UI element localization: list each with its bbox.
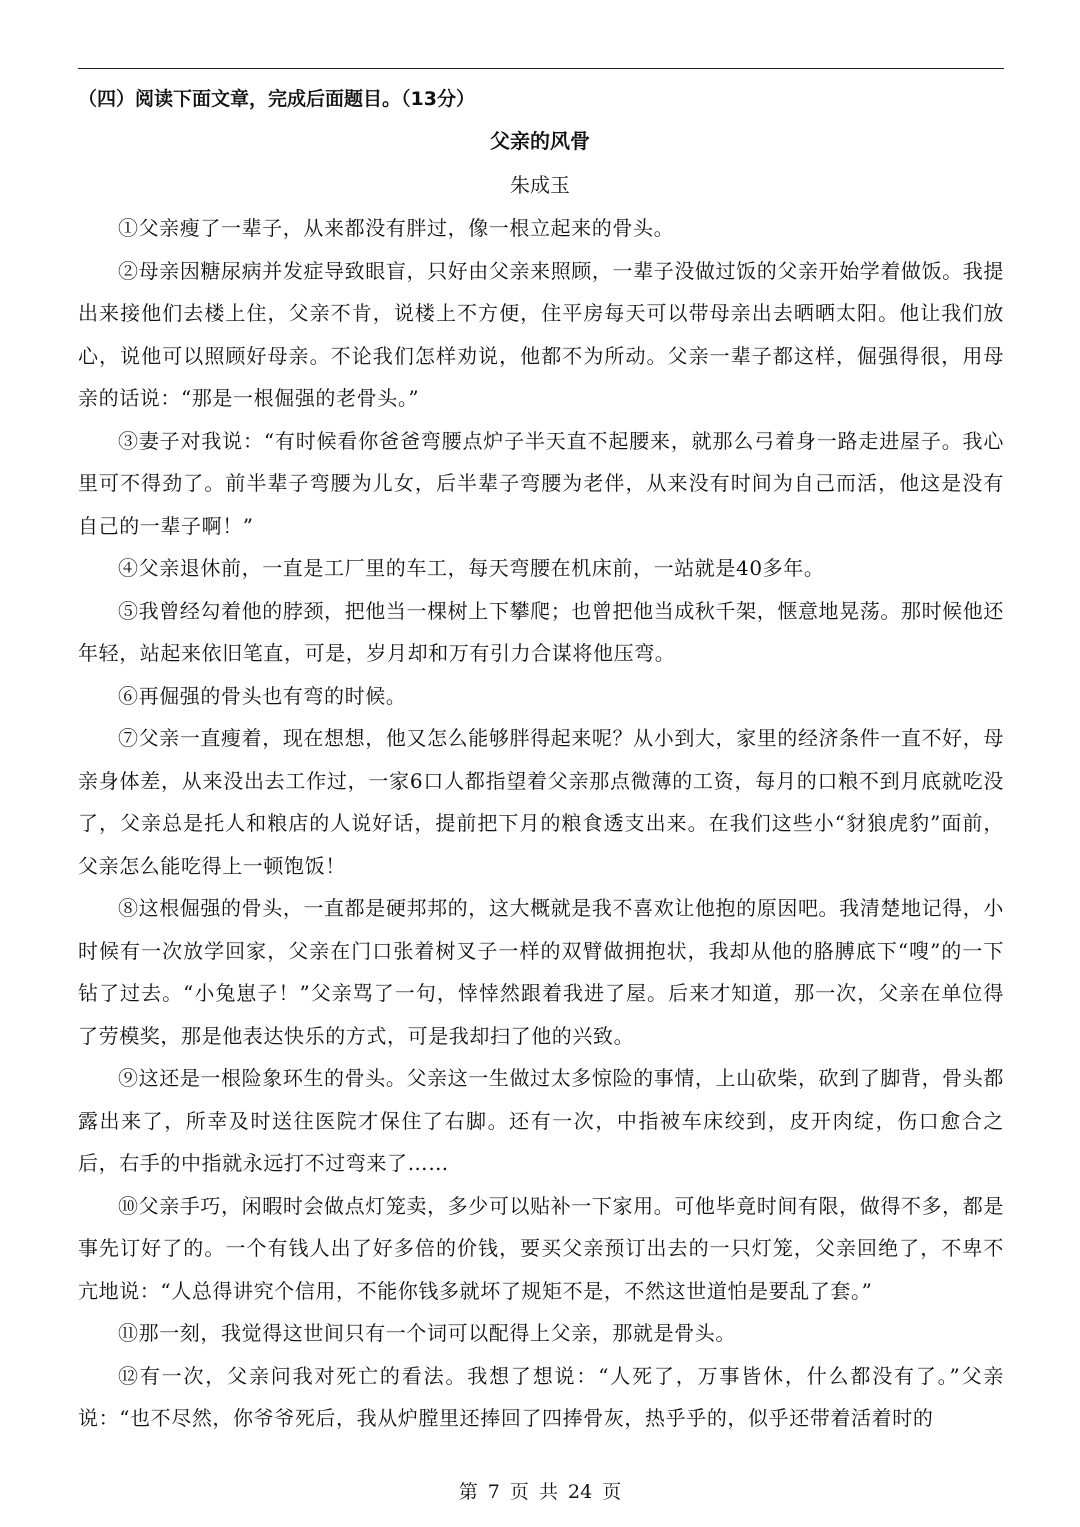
- paragraph-11: ⑪那一刻，我觉得这世间只有一个词可以配得上父亲，那就是骨头。: [118, 1321, 736, 1345]
- article-body: [78, 207, 1004, 1440]
- paragraph-12: ⑫有一次，父亲问我对死亡的看法。我想了想说：“人死了，万事皆休，什么都没有了。”父亲说：“也不尽然，你爷爷死后，我从炉膛里还捧回了四捧骨灰，热乎乎的，似乎还带着活着时的: [78, 1363, 1004, 1430]
- paragraph-6: ⑥再倔强的骨头也有弯的时候。: [118, 683, 407, 708]
- paragraph-9: ⑨这还是一根险象环生的骨头。父亲这一生做过太多惊险的事情，上山砍柴，砍到了脚背，骨头都露出来了，所幸及时送往医院才保住了右脚。还有一次，中指被车床绞到，皮开肉绽，伤口愈合之后，右手的中指就永远打不过弯来了……: [78, 1066, 1004, 1175]
- paragraph-1: ①父亲瘦了一辈子，从来都没有胖过，像一根立起来的骨头。: [118, 216, 675, 240]
- paragraph-8: ⑧这根倔强的骨头，一直都是硬邦邦的，这大概就是我不喜欢让他抱的原因吧。我清楚地记得，小时候有一次放学回家，父亲在门口张着树叉子一样的双臂做拥抱状，我却从他的胳膊底下“嗖”的一下钻了过去。“小兔崽子！”父亲骂了一句，悻悻然跟着我进了屋。后来才知道，那一次，父亲在单位得了劳模奖，那是他表达快乐的方式，可是我却扫了他的兴致。: [78, 896, 1004, 1048]
- paragraph-2: ②母亲因糖尿病并发症导致眼盲，只好由父亲来照顾，一辈子没做过饭的父亲开始学着做饭。我提出来接他们去楼上住，父亲不肯，说楼上不方便，住平房每天可以带母亲出去晒晒太阳。他让我们放心，说他可以照顾好母亲。不论我们怎样劝说，他都不为所动。父亲一辈子都这样，倔强得很，用母亲的话说：“那是一根倔强的老骨头。”: [78, 258, 1004, 410]
- paragraph-4: ④父亲退休前，一直是工厂里的车工，每天弯腰在机床前，一站就是40多年。: [118, 556, 825, 580]
- paragraph-3: ③妻子对我说：“有时候看你爸爸弯腰点炉子半天直不起腰来，就那么弓着身一路走进屋子。我心里可不得劲了。前半辈子弯腰为儿女，后半辈子弯腰为老伴，从来没有时间为自己而活，他这是没有自己的一辈子啊！”: [78, 428, 1004, 538]
- paragraph-10: ⑩父亲手巧，闲暇时会做点灯笼卖，多少可以贴补一下家用。可他毕竟时间有限，做得不多，都是事先订好了的。一个有钱人出了好多倍的价钱，要买父亲预订出去的一只灯笼，父亲回绝了，不卑不亢地说：“人总得讲究个信用，不能你钱多就坏了规矩不是，不然这世道怕是要乱了套。”: [78, 1193, 1004, 1303]
- page-number: 第 7 页 共 24 页: [458, 1481, 622, 1503]
- section-heading: （四）阅读下面文章，完成后面题目。（13分）: [78, 88, 475, 110]
- top-divider: [78, 68, 1004, 69]
- paragraph-5: ⑤我曾经勾着他的脖颈，把他当一棵树上下攀爬；也曾把他当成秋千架，惬意地晃荡。那时候他还年轻，站起来依旧笔直，可是，岁月却和万有引力合谋将他压弯。: [78, 598, 1004, 665]
- article-title: 父亲的风骨: [490, 129, 590, 153]
- article-author: 朱成玉: [510, 173, 570, 197]
- paragraph-7: ⑦父亲一直瘦着，现在想想，他又怎么能够胖得起来呢？从小到大，家里的经济条件一直不好，母亲身体差，从来没出去工作过，一家6口人都指望着父亲那点微薄的工资，每月的口粮不到月底就吃没了，父亲总是托人和粮店的人说好话，提前把下月的粮食透支出来。在我们这些小“豺狼虎豹”面前，父亲怎么能吃得上一顿饱饭！: [78, 726, 1004, 878]
